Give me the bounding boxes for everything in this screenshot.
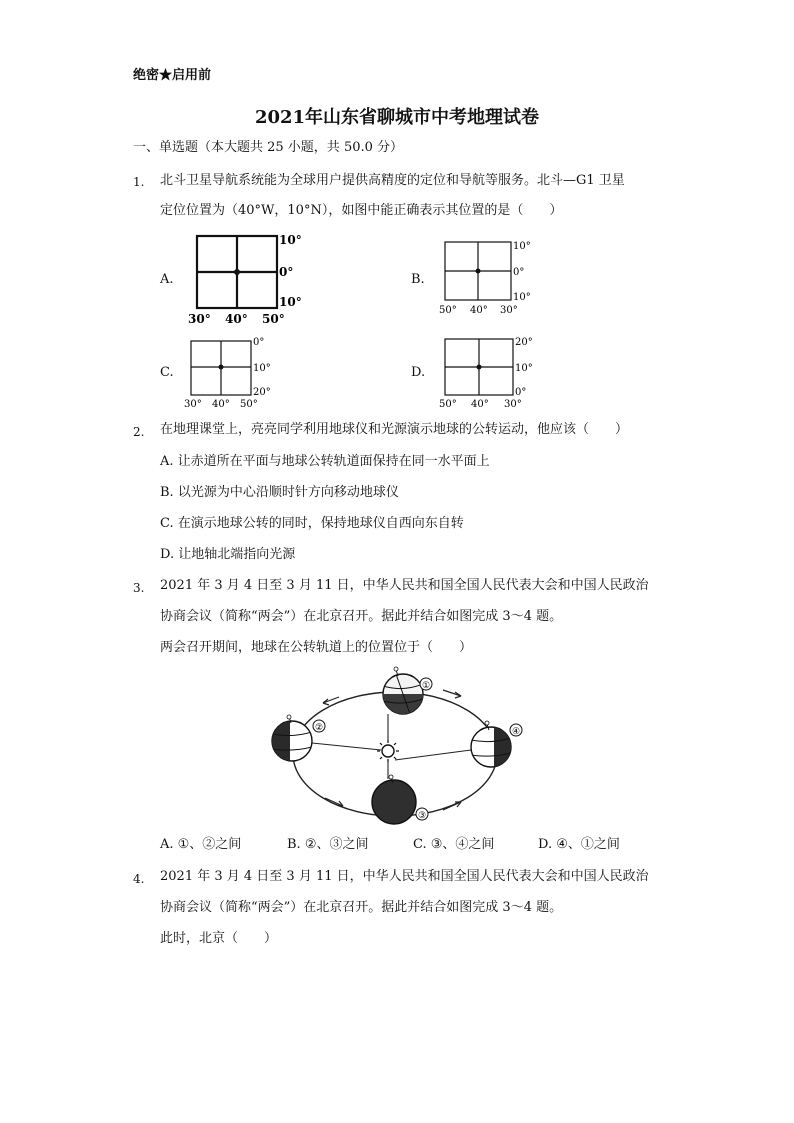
confidential-label: 绝密★启用前 xyxy=(133,68,212,83)
tick-label: 20° xyxy=(253,387,271,398)
position-label: ① xyxy=(422,681,431,691)
answer-option[interactable]: D. ④、①之间 xyxy=(538,837,620,852)
tick-label: 40° xyxy=(225,312,248,326)
earth-position-2 xyxy=(272,715,312,761)
tick-label: 40° xyxy=(470,305,488,316)
answer-option[interactable]: C. 在演示地球公转的同时，保持地球仪自西向东自转 xyxy=(160,516,464,531)
answer-option[interactable]: B. ②、③之间 xyxy=(287,837,369,852)
tick-label: 40° xyxy=(471,399,489,410)
grid-figure-d xyxy=(436,333,540,411)
tick-label: 10° xyxy=(253,363,271,374)
page-title: 2021年山东省聊城市中考地理试卷 xyxy=(254,107,540,128)
grid-figure-b xyxy=(436,238,536,318)
section-heading: 一、单选题（本大题共 25 小题，共 50.0 分） xyxy=(133,140,404,155)
question-stem-line: 2021 年 3 月 4 日至 3 月 11 日，中华人民共和国全国人民代表大会和中国人民政治 xyxy=(160,578,649,593)
answer-option[interactable]: A. ①、②之间 xyxy=(160,837,242,852)
question-stem-line: 此时，北京（ ） xyxy=(160,931,278,946)
tick-label: 30° xyxy=(184,399,202,410)
tick-label: 0° xyxy=(253,337,265,348)
question-stem-line: 定位位置为（40°W，10°N），如图中能正确表示其位置的是（ ） xyxy=(160,203,563,218)
option-label[interactable]: A. xyxy=(160,272,174,287)
question-number: 2. xyxy=(133,425,145,439)
answer-option[interactable]: A. 让赤道所在平面与地球公转轨道面保持在同一水平面上 xyxy=(160,454,490,469)
earth-orbit-diagram xyxy=(265,664,535,828)
question-stem-line: 北斗卫星导航系统能为全球用户提供高精度的定位和导航等服务。北斗—G1 卫星 xyxy=(160,173,625,188)
tick-label: 10° xyxy=(279,233,302,247)
option-label[interactable]: D. xyxy=(411,365,426,380)
earth-position-4 xyxy=(471,721,514,767)
position-dot xyxy=(477,365,482,370)
tick-label: 0° xyxy=(279,265,294,279)
answer-option[interactable]: D. 让地轴北端指向光源 xyxy=(160,547,296,562)
grid-figure-c xyxy=(182,335,282,411)
tick-label: 50° xyxy=(262,312,285,326)
position-dot xyxy=(476,269,481,274)
tick-label: 40° xyxy=(212,399,230,410)
tick-label: 50° xyxy=(240,399,258,410)
tick-label: 0° xyxy=(515,387,527,398)
tick-label: 0° xyxy=(513,267,525,278)
tick-label: 10° xyxy=(279,295,302,309)
question-number: 4. xyxy=(133,872,145,886)
sun-icon xyxy=(377,740,399,762)
tick-label: 50° xyxy=(439,399,457,410)
question-stem-line: 协商会议（简称“两会”）在北京召开。据此并结合如图完成 3～4 题。 xyxy=(160,609,563,624)
question-stem-line: 协商会议（简称“两会”）在北京召开。据此并结合如图完成 3～4 题。 xyxy=(160,900,563,915)
position-dot xyxy=(219,365,224,370)
question-stem: 在地理课堂上，亮亮同学利用地球仪和光源演示地球的公转运动，他应该（ ） xyxy=(160,422,629,437)
tick-label: 30° xyxy=(188,312,211,326)
tick-label: 20° xyxy=(515,337,533,348)
tick-label: 30° xyxy=(504,399,522,410)
position-label: ③ xyxy=(418,811,427,821)
earth-position-1 xyxy=(383,667,423,716)
question-number: 3. xyxy=(133,581,145,595)
position-label: ② xyxy=(315,723,324,733)
tick-label: 10° xyxy=(513,292,531,303)
position-dot xyxy=(234,269,240,275)
question-stem-line: 两会召开期间，地球在公转轨道上的位置位于（ ） xyxy=(160,640,473,655)
question-stem-line: 2021 年 3 月 4 日至 3 月 11 日，中华人民共和国全国人民代表大会和中国人民政治 xyxy=(160,869,649,884)
option-label[interactable]: C. xyxy=(160,365,174,380)
answer-option[interactable]: C. ③、④之间 xyxy=(413,837,495,852)
position-label: ④ xyxy=(512,727,521,737)
tick-label: 10° xyxy=(515,363,533,374)
answer-option[interactable]: B. 以光源为中心沿顺时针方向移动地球仪 xyxy=(160,485,399,500)
question-number: 1. xyxy=(133,175,145,189)
grid-figure-a xyxy=(185,232,305,326)
tick-label: 50° xyxy=(439,305,457,316)
tick-label: 30° xyxy=(500,305,518,316)
earth-position-3 xyxy=(372,775,416,824)
tick-label: 10° xyxy=(513,241,531,252)
option-label[interactable]: B. xyxy=(411,272,425,287)
